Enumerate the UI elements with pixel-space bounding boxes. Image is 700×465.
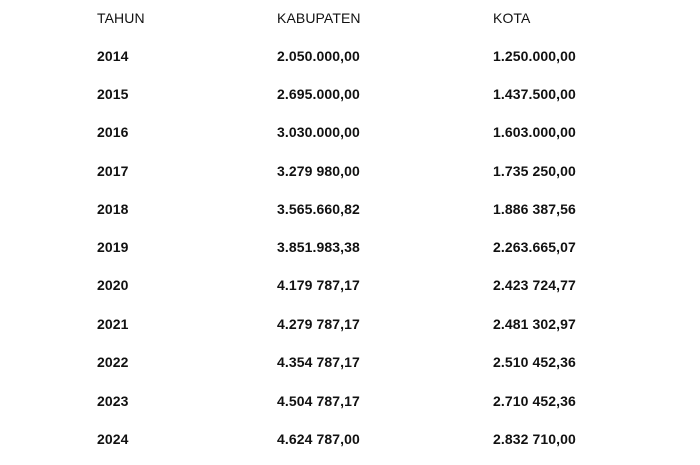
kabupaten-cell: 2.695.000,00 bbox=[277, 86, 360, 102]
table-row bbox=[0, 273, 700, 297]
year-cell: 2020 bbox=[97, 277, 129, 293]
kabupaten-cell: 4.179 787,17 bbox=[277, 277, 360, 293]
kota-cell: 2.263.665,07 bbox=[493, 239, 576, 255]
kabupaten-cell: 4.354 787,17 bbox=[277, 354, 360, 370]
kabupaten-cell: 4.504 787,17 bbox=[277, 393, 360, 409]
table-row bbox=[0, 235, 700, 259]
year-cell: 2017 bbox=[97, 163, 129, 179]
kabupaten-cell: 3.565.660,82 bbox=[277, 201, 360, 217]
table-row bbox=[0, 312, 700, 336]
table-header-row bbox=[0, 6, 700, 30]
kota-cell: 2.510 452,36 bbox=[493, 354, 576, 370]
kabupaten-cell: 3.279 980,00 bbox=[277, 163, 360, 179]
header-kabupaten: KABUPATEN bbox=[277, 10, 361, 26]
kota-cell: 1.603.000,00 bbox=[493, 124, 576, 140]
table-row bbox=[0, 427, 700, 451]
table-row bbox=[0, 389, 700, 413]
kota-cell: 1.735 250,00 bbox=[493, 163, 576, 179]
year-cell: 2021 bbox=[97, 316, 129, 332]
table-row bbox=[0, 120, 700, 144]
table-row bbox=[0, 159, 700, 183]
kota-cell: 2.832 710,00 bbox=[493, 431, 576, 447]
year-cell: 2019 bbox=[97, 239, 129, 255]
table-row bbox=[0, 82, 700, 106]
kota-cell: 2.481 302,97 bbox=[493, 316, 576, 332]
table-row bbox=[0, 350, 700, 374]
year-cell: 2014 bbox=[97, 48, 129, 64]
header-tahun: TAHUN bbox=[97, 10, 145, 26]
kabupaten-cell: 4.279 787,17 bbox=[277, 316, 360, 332]
year-cell: 2024 bbox=[97, 431, 129, 447]
kota-cell: 1.250.000,00 bbox=[493, 48, 576, 64]
kabupaten-cell: 4.624 787,00 bbox=[277, 431, 360, 447]
table-row bbox=[0, 197, 700, 221]
header-kota: KOTA bbox=[493, 10, 531, 26]
year-cell: 2018 bbox=[97, 201, 129, 217]
year-cell: 2016 bbox=[97, 124, 129, 140]
year-cell: 2023 bbox=[97, 393, 129, 409]
kota-cell: 2.423 724,77 bbox=[493, 277, 576, 293]
year-cell: 2022 bbox=[97, 354, 129, 370]
kota-cell: 1.437.500,00 bbox=[493, 86, 576, 102]
kota-cell: 1.886 387,56 bbox=[493, 201, 576, 217]
kabupaten-cell: 2.050.000,00 bbox=[277, 48, 360, 64]
kabupaten-cell: 3.851.983,38 bbox=[277, 239, 360, 255]
table-row bbox=[0, 44, 700, 68]
kota-cell: 2.710 452,36 bbox=[493, 393, 576, 409]
year-cell: 2015 bbox=[97, 86, 129, 102]
kabupaten-cell: 3.030.000,00 bbox=[277, 124, 360, 140]
